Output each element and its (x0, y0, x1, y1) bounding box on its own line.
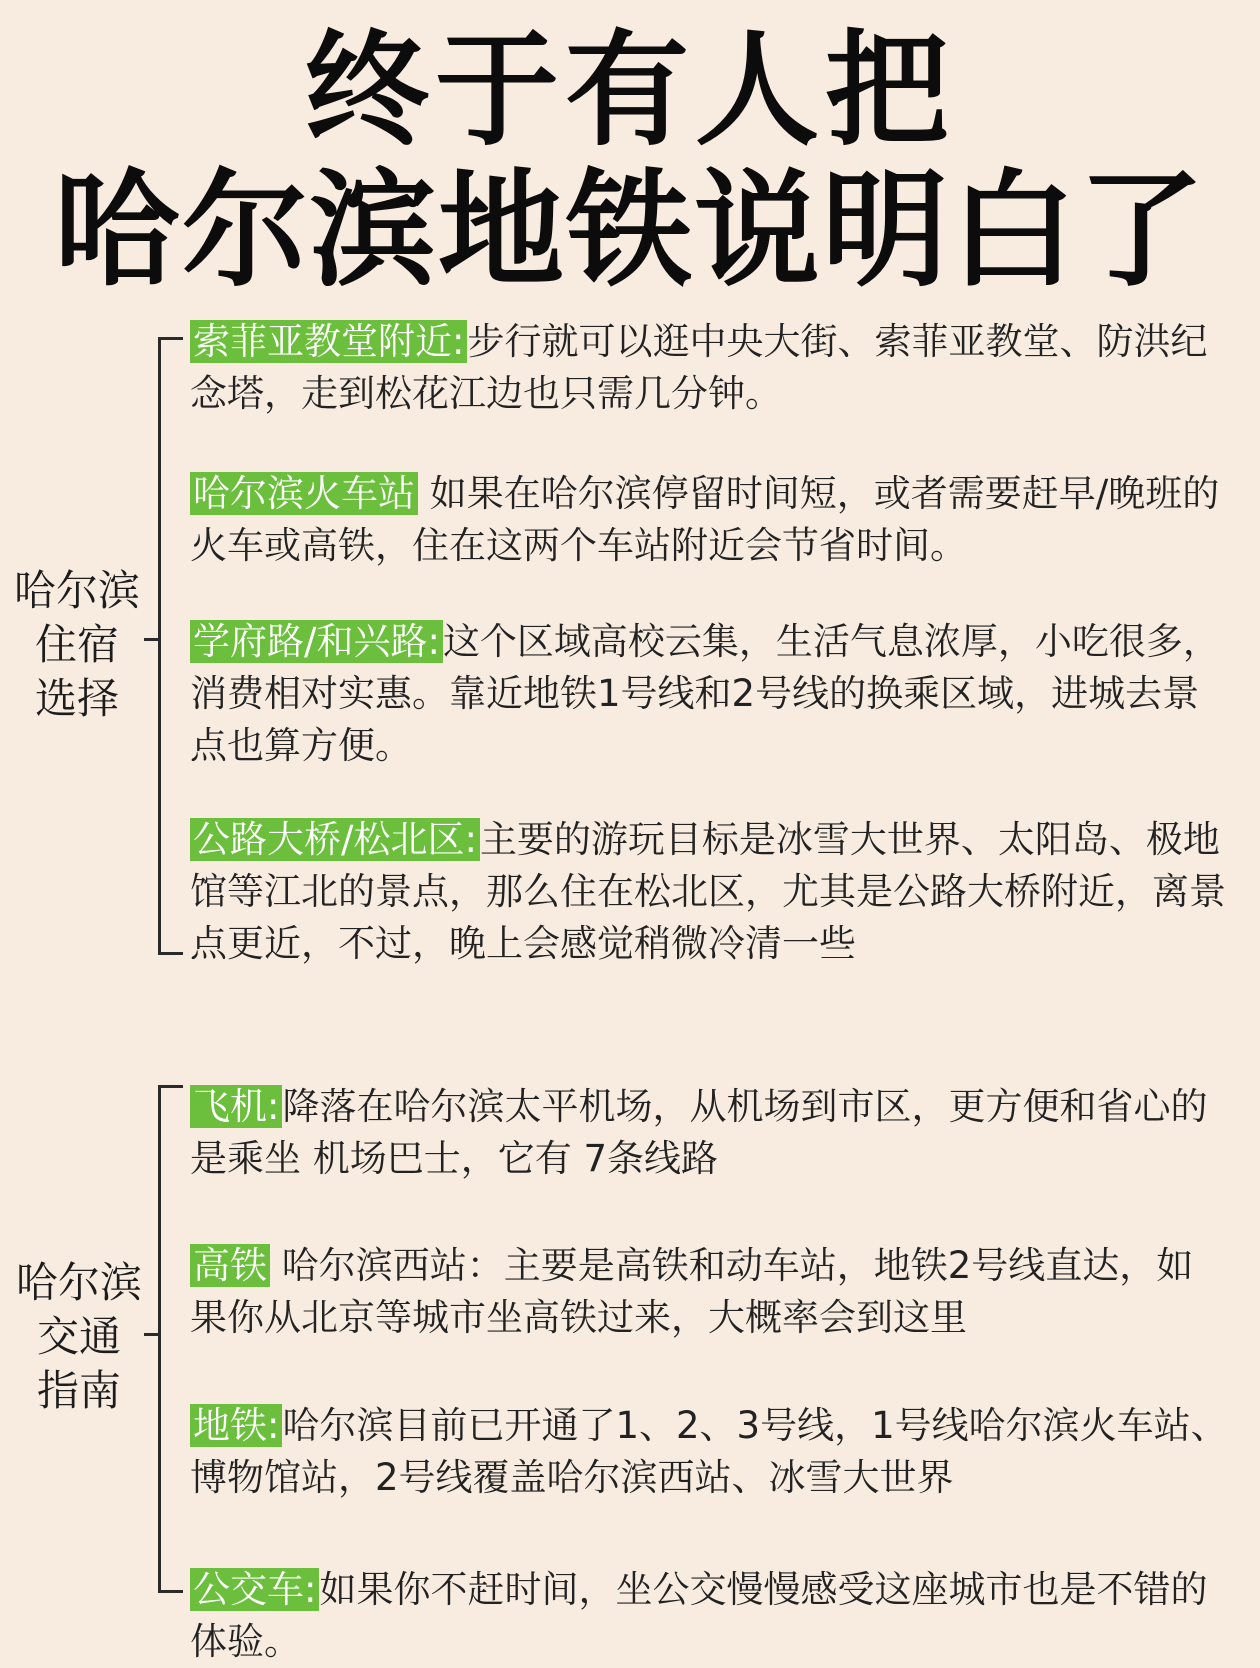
item-tag: 公路大桥/松北区: (190, 818, 480, 861)
list-item (190, 814, 1230, 970)
item-text: 步行就可以逛中央大街、索菲亚教堂、防洪纪念塔，走到松花江边也只需几分钟。 (190, 320, 1208, 415)
category-line: 哈尔滨 (15, 1258, 142, 1307)
category-label (4, 1256, 154, 1418)
item-text: 这个区域高校云集，生活气息浓厚，小吃很多，消费相对实惠。靠近地铁1号线和2号线的换乘区域，进城去景点也算方便。 (190, 620, 1220, 767)
item-tag: 高铁 (190, 1244, 270, 1287)
list-item (190, 616, 1230, 772)
item-text: 哈尔滨西站：主要是高铁和动车站，地铁2号线直达，如果你从北京等城市坐高铁过来，大概率会到这里 (190, 1244, 1194, 1339)
section-bracket (158, 337, 183, 955)
list-item (190, 1240, 1230, 1344)
item-text: 如果在哈尔滨停留时间短，或者需要赶早/晚班的火车或高铁，住在这两个车站附近会节省时间。 (190, 472, 1220, 567)
category-line: 交通 (36, 1312, 121, 1361)
item-tag: 飞机: (190, 1085, 282, 1128)
item-text: 哈尔滨目前已开通了1、2、3号线，1号线哈尔滨火车站、博物馆站，2号线覆盖哈尔滨西站、冰雪大世界 (190, 1404, 1228, 1499)
item-tag: 哈尔滨火车站 (190, 472, 418, 515)
item-text: 降落在哈尔滨太平机场，从机场到市区，更方便和省心的是乘坐 机场巴士，它有 7条线路 (190, 1085, 1208, 1180)
category-label (2, 564, 152, 726)
list-item (190, 468, 1230, 572)
item-tag: 索菲亚教堂附近: (190, 320, 467, 363)
category-line: 住宿 (34, 620, 119, 669)
category-line: 哈尔滨 (13, 566, 140, 615)
list-item (190, 1564, 1230, 1668)
item-text: 主要的游玩目标是冰雪大世界、太阳岛、极地馆等江北的景点，那么住在松北区，尤其是公路大桥附近，离景点更近，不过，晚上会感觉稍微冷清一些 (190, 818, 1226, 965)
item-tag: 学府路/和兴路: (190, 620, 443, 663)
list-item (190, 1400, 1230, 1504)
category-line: 指南 (36, 1366, 121, 1415)
page-title-line2: 哈尔滨地铁说明白了 (54, 157, 1206, 304)
category-line: 选择 (34, 674, 119, 723)
page-title-line1: 终于有人把 (304, 19, 955, 163)
item-tag: 地铁: (190, 1404, 282, 1447)
section-bracket (158, 1085, 183, 1593)
list-item (190, 1081, 1230, 1185)
item-tag: 公交车: (190, 1568, 319, 1611)
list-item (190, 316, 1230, 420)
item-text: 如果你不赶时间，坐公交慢慢感受这座城市也是不错的体验。 (190, 1568, 1208, 1663)
